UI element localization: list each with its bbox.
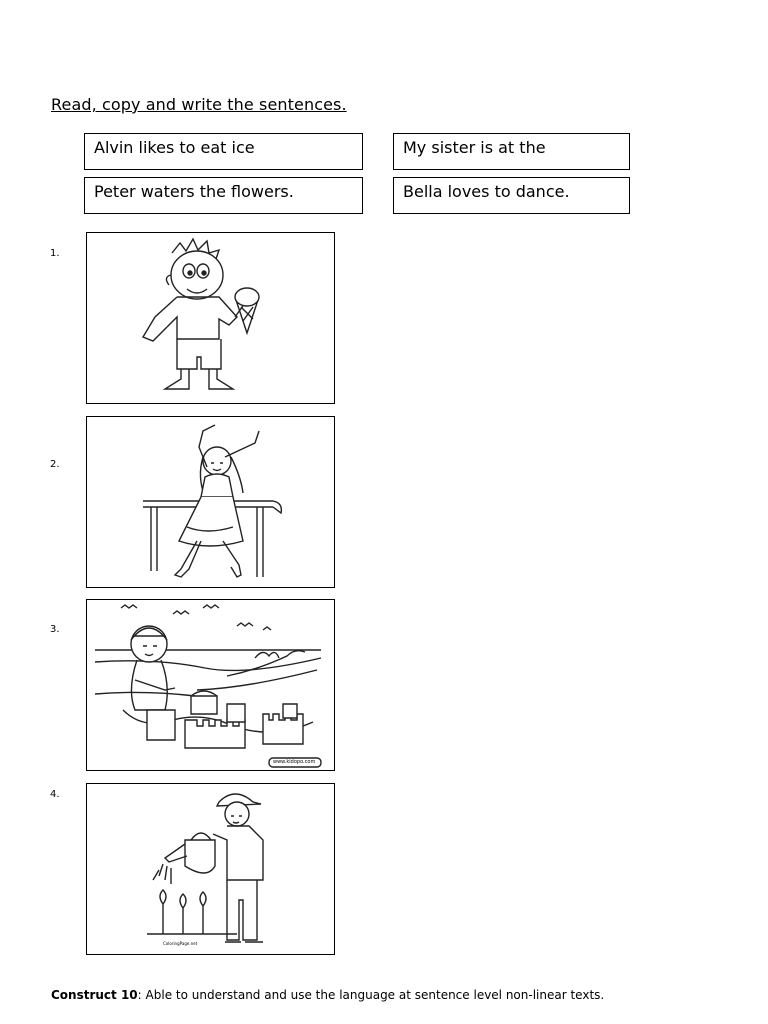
sentence-box-3: Peter waters the flowers. [84, 177, 363, 214]
item-number-3: 3. [50, 624, 60, 635]
sentence-box-2: My sister is at the [393, 133, 630, 170]
picture-girl-at-beach [86, 599, 335, 771]
footer-note [51, 988, 604, 1002]
footer-text: : Able to understand and use the language at sentence level non-linear texts. [137, 988, 605, 1002]
item-number-1: 1. [50, 248, 60, 259]
picture-girl-dancing [86, 416, 335, 588]
footer-label: Construct 10 [51, 988, 138, 1002]
sentence-box-1: Alvin likes to eat ice [84, 133, 363, 170]
watermark-kidopo: www.kidopo.com [273, 759, 316, 765]
item-number-4: 4. [50, 789, 60, 800]
item-number-2: 2. [50, 459, 60, 470]
picture-boy-watering-flowers [86, 783, 335, 955]
watermark-coloringpage: ColoringPage.net [163, 941, 198, 946]
sentence-box-4: Bella loves to dance. [393, 177, 630, 214]
picture-boy-eating-ice-cream [86, 232, 335, 404]
worksheet-title: Read, copy and write the sentences. [51, 95, 347, 114]
